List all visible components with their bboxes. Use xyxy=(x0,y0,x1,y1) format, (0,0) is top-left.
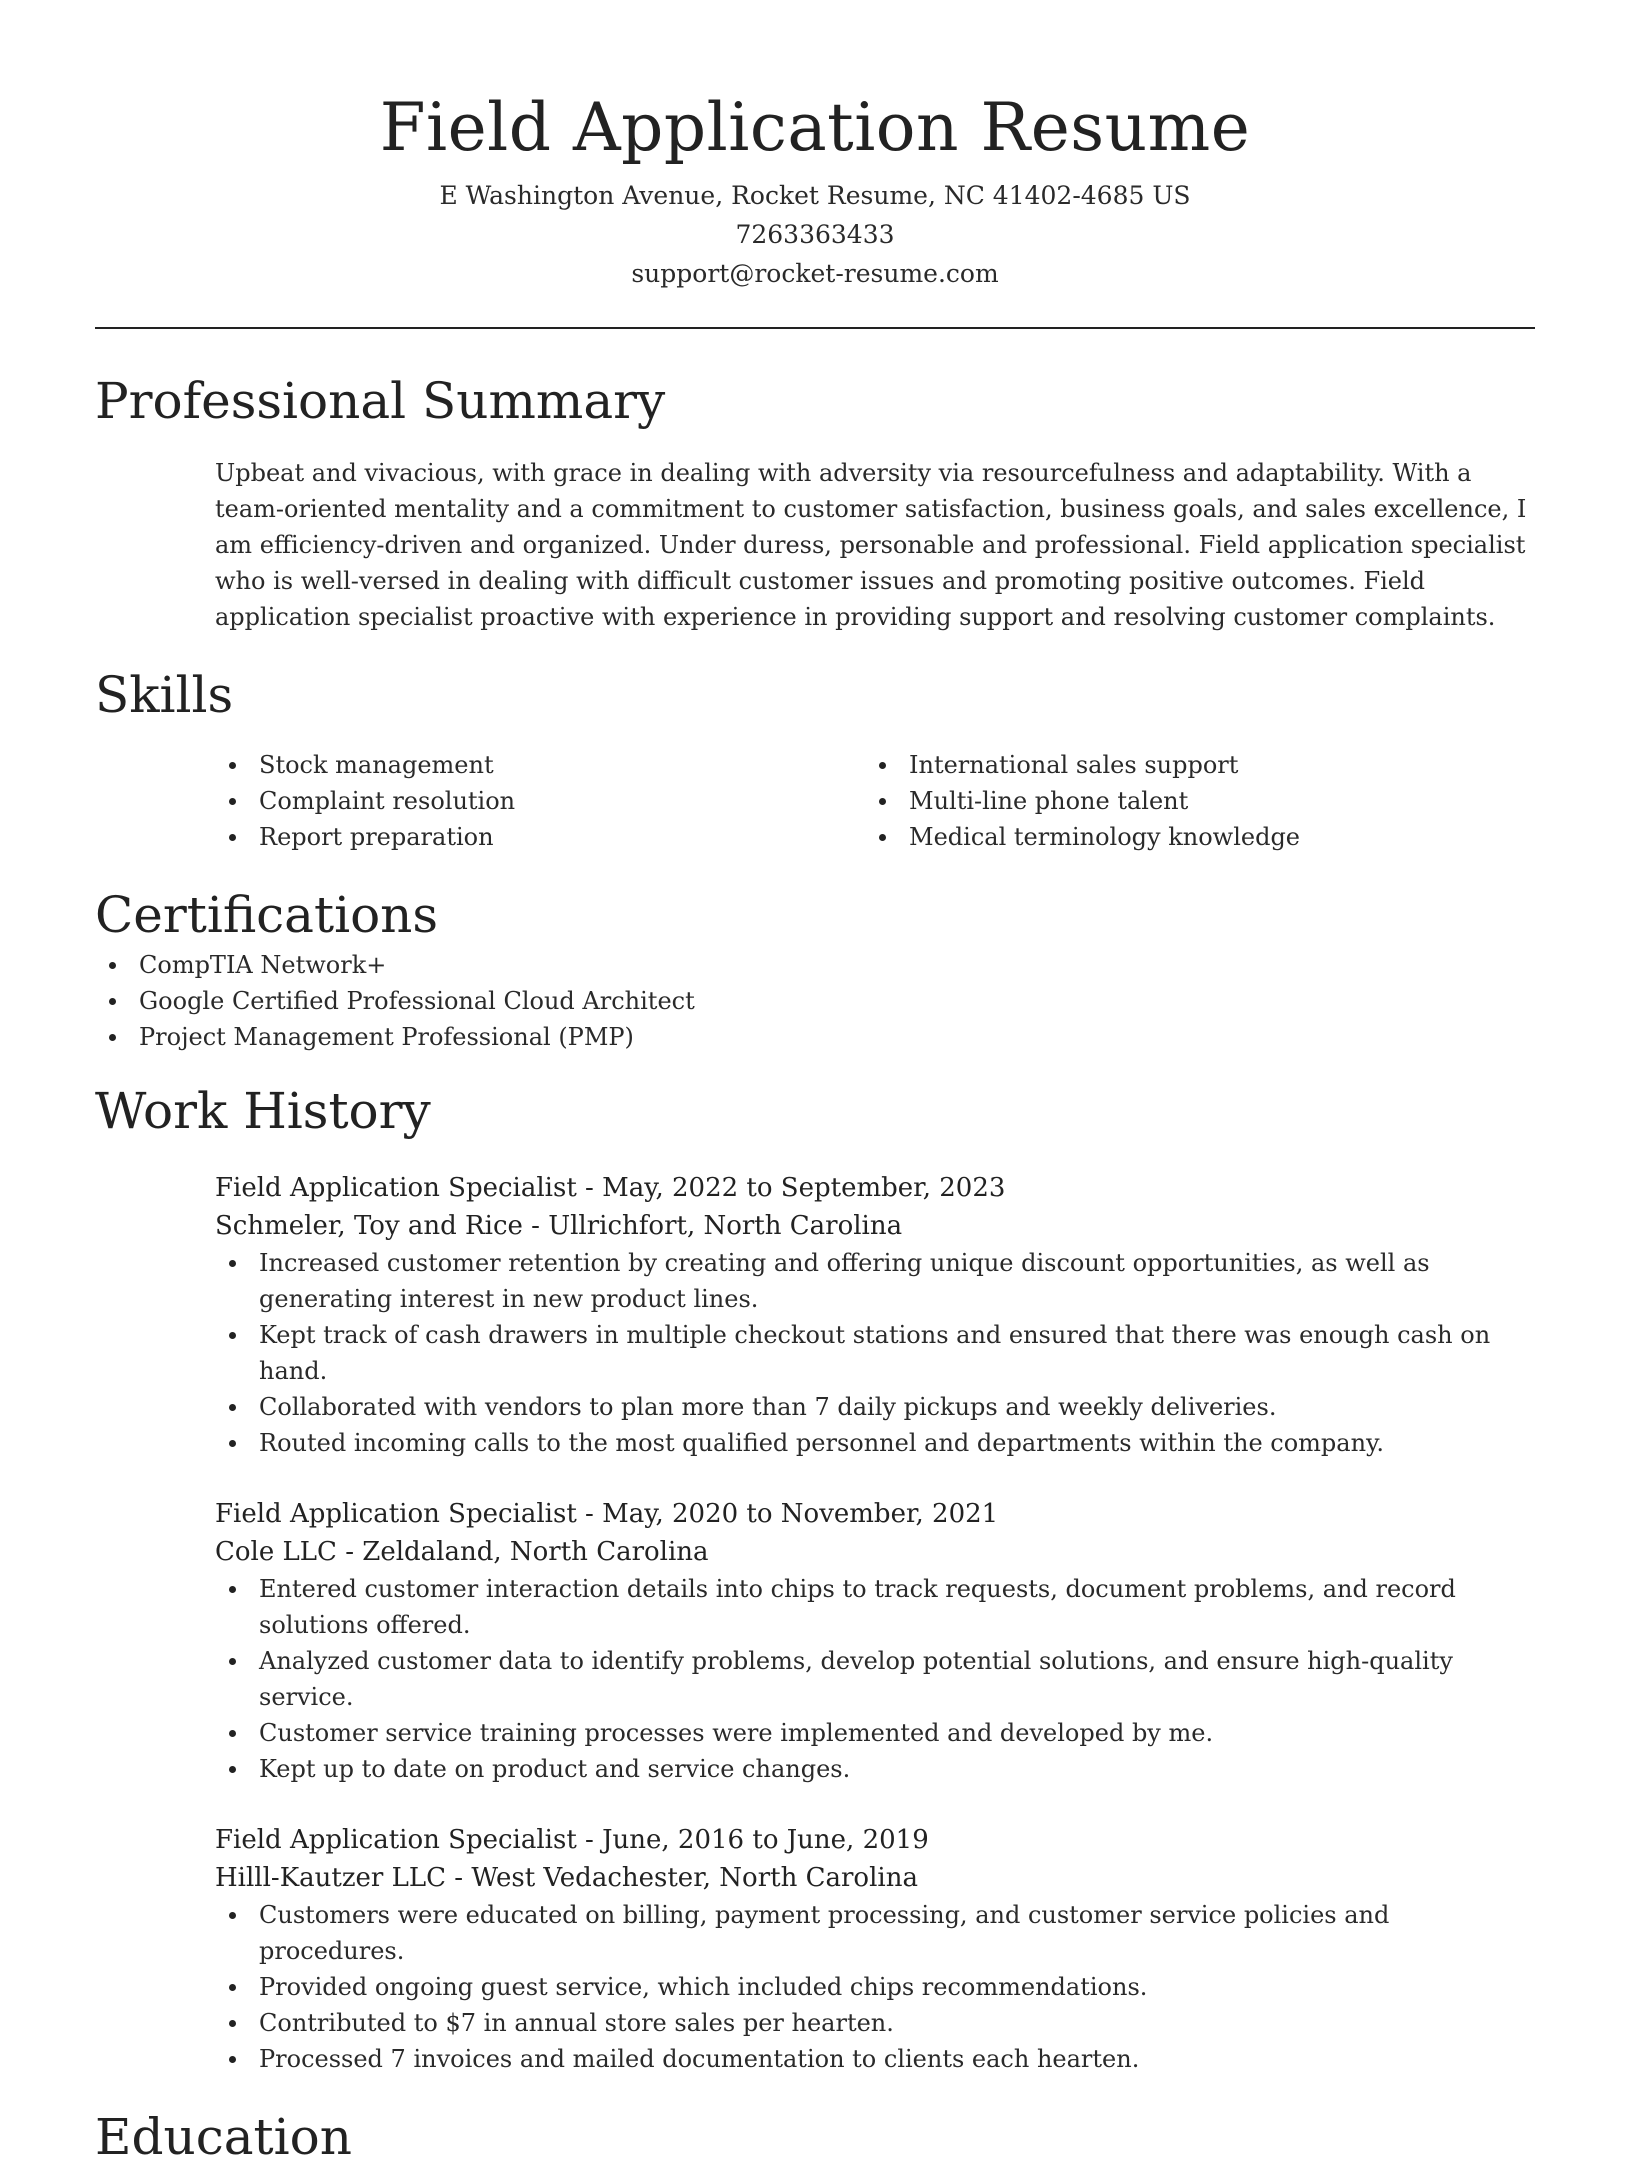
skill-item: Report preparation xyxy=(215,819,865,855)
skill-item: Complaint resolution xyxy=(215,783,865,819)
certifications-list xyxy=(95,947,1415,1055)
job-entry xyxy=(215,1495,1535,1787)
skills-list-right xyxy=(865,747,1515,855)
skills-heading: Skills xyxy=(95,666,234,724)
work-history-section xyxy=(95,1079,1535,2077)
job-duty: Increased customer retention by creating and offering unique discount opportunities, as well as generating interest in new product lines. xyxy=(215,1245,1535,1317)
skills-list-left xyxy=(215,747,865,855)
job-duties-list xyxy=(215,1897,1535,2077)
education-section xyxy=(95,2105,1535,2169)
certification-item: Project Management Professional (PMP) xyxy=(95,1019,1415,1055)
skill-item: International sales support xyxy=(865,747,1515,783)
summary-heading: Professional Summary xyxy=(95,372,666,430)
certifications-heading: Certifications xyxy=(95,886,439,944)
job-position-dates: Field Application Specialist - May, 2020 to November, 2021 xyxy=(215,1499,999,1529)
education-heading: Education xyxy=(95,2108,352,2166)
job-duty: Provided ongoing guest service, which included chips recommendations. xyxy=(215,1969,1535,2005)
certification-item: CompTIA Network+ xyxy=(95,947,1415,983)
job-duty: Processed 7 invoices and mailed documentation to clients each hearten. xyxy=(215,2041,1535,2077)
skills-grid xyxy=(215,747,1535,855)
skills-column-right xyxy=(865,747,1515,855)
certification-item: Google Certified Professional Cloud Architect xyxy=(95,983,1415,1019)
job-duty: Kept up to date on product and service changes. xyxy=(215,1751,1535,1787)
email-address: support@rocket-resume.com xyxy=(631,259,999,288)
work-history-heading: Work History xyxy=(95,1082,431,1140)
job-company-location: Schmeler, Toy and Rice - Ullrichfort, North Carolina xyxy=(215,1211,903,1241)
resume-title: Field Application Resume xyxy=(379,89,1251,166)
job-duty: Customer service training processes were implemented and developed by me. xyxy=(215,1715,1535,1751)
job-duty: Customers were educated on billing, payment processing, and customer service policies and procedures. xyxy=(215,1897,1535,1969)
job-duty: Routed incoming calls to the most qualified personnel and departments within the company. xyxy=(215,1425,1535,1461)
summary-section xyxy=(95,369,1535,635)
job-duties-list xyxy=(215,1571,1535,1787)
resume-header xyxy=(95,0,1535,293)
address: E Washington Avenue, Rocket Resume, NC 41402-4685 US xyxy=(439,181,1191,210)
job-duty: Contributed to $7 in annual store sales per hearten. xyxy=(215,2005,1535,2041)
skills-section xyxy=(95,663,1535,855)
summary-text: Upbeat and vivacious, with grace in dealing with adversity via resourcefulness and adaptability. With a team-oriented mentality and a commitment to customer satisfaction, business goals, and sales excellence, I am efficiency-driven and organized. Under duress, personable and professional. Field application specialist who is well-versed in dealing with difficult customer issues and promoting positive outcomes. Field application specialist proactive with experience in providing support and resolving customer complaints. xyxy=(215,459,1527,631)
job-company-location: Cole LLC - Zeldaland, North Carolina xyxy=(215,1537,709,1567)
job-duties-list xyxy=(215,1245,1535,1461)
skill-item: Medical terminology knowledge xyxy=(865,819,1515,855)
job-company-location: Hilll-Kautzer LLC - West Vedachester, North Carolina xyxy=(215,1863,918,1893)
header-divider xyxy=(95,327,1535,329)
job-entry xyxy=(215,1821,1535,2077)
job-duty: Kept track of cash drawers in multiple checkout stations and ensured that there was enough cash on hand. xyxy=(215,1317,1535,1389)
phone-number: 7263363433 xyxy=(735,220,895,249)
certifications-section xyxy=(95,883,1535,1055)
skills-column-left xyxy=(215,747,865,855)
job-duty: Collaborated with vendors to plan more than 7 daily pickups and weekly deliveries. xyxy=(215,1389,1535,1425)
resume-page xyxy=(95,0,1535,2169)
skill-item: Multi-line phone talent xyxy=(865,783,1515,819)
job-position-dates: Field Application Specialist - May, 2022 to September, 2023 xyxy=(215,1173,1006,1203)
job-position-dates: Field Application Specialist - June, 2016 to June, 2019 xyxy=(215,1825,929,1855)
skill-item: Stock management xyxy=(215,747,865,783)
contact-info xyxy=(95,176,1535,293)
job-entry xyxy=(215,1169,1535,1461)
job-duty: Entered customer interaction details into chips to track requests, document problems, and record solutions offered. xyxy=(215,1571,1535,1643)
job-duty: Analyzed customer data to identify problems, develop potential solutions, and ensure high-quality service. xyxy=(215,1643,1535,1715)
